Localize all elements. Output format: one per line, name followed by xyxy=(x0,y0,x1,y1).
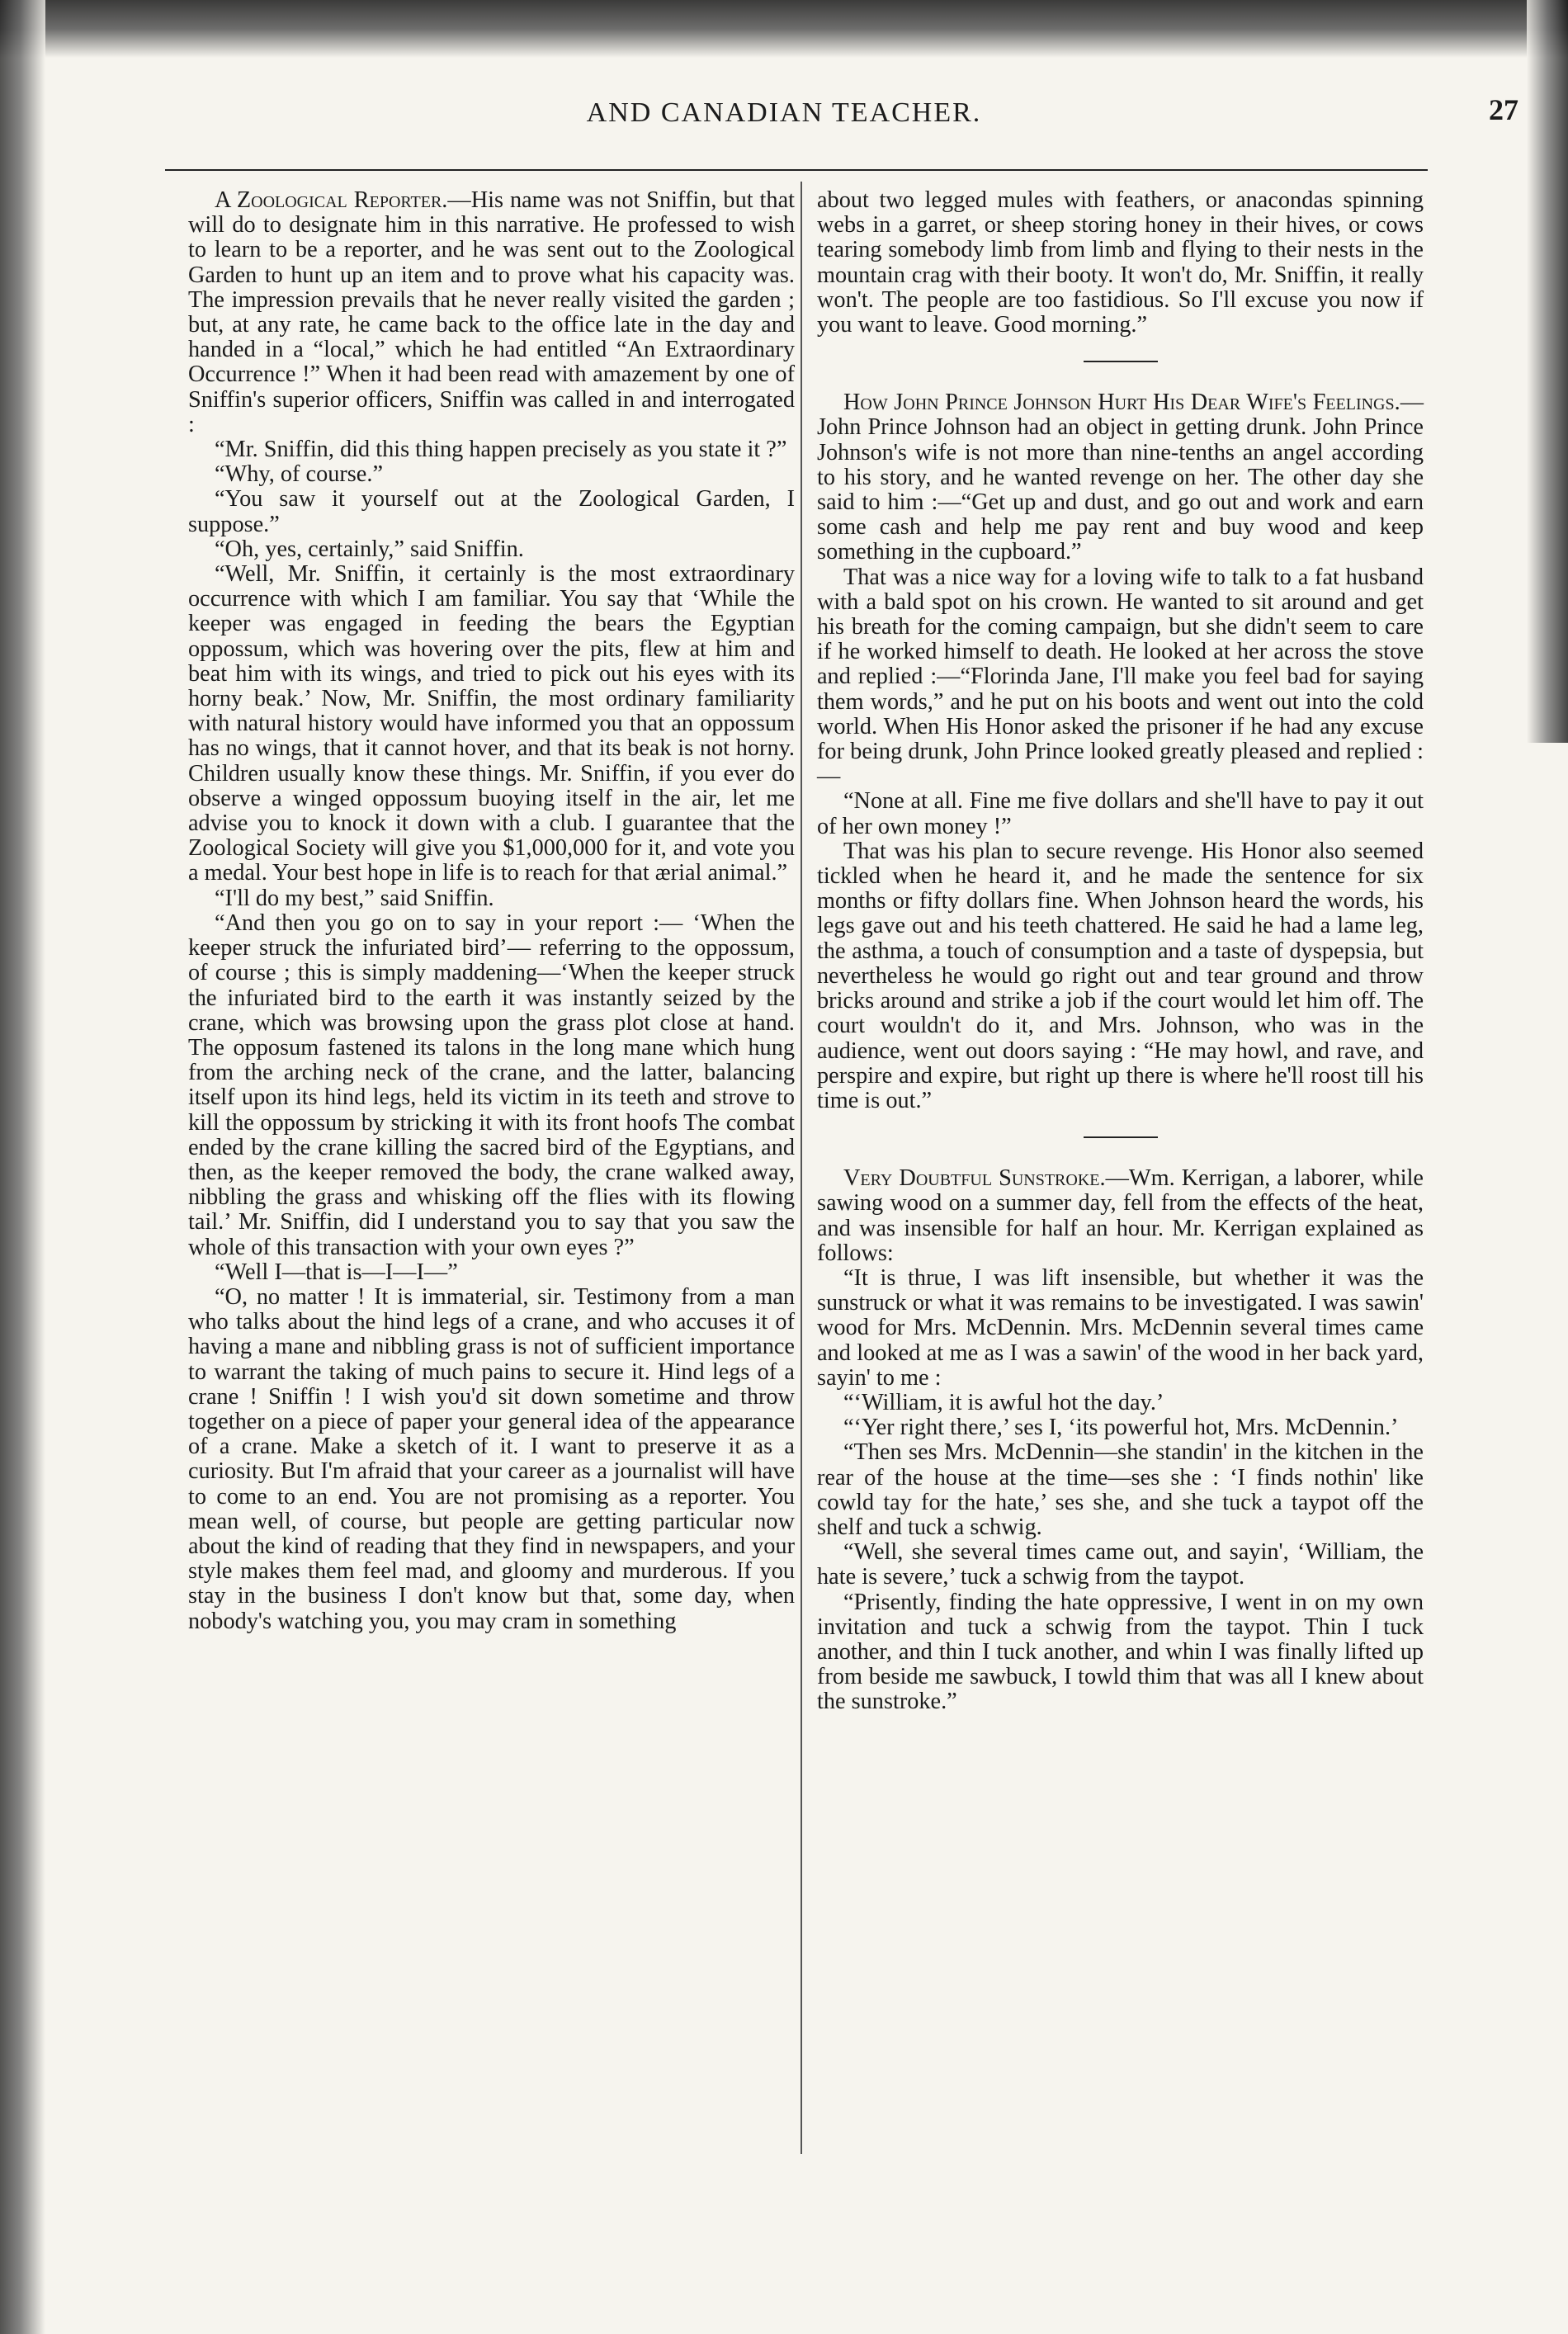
article-title: How John Prince Johnson Hurt His Dear Wife's Feelings. xyxy=(843,390,1400,416)
article-paragraph: Very Doubtful Sunstroke.—Wm. Kerrigan, a laborer, while sawing wood on a summer day, fell from the effects of the heat, and was insensible for half an hour. Mr. Kerrigan explained as follows: xyxy=(817,1165,1424,1266)
section-separator xyxy=(1084,361,1158,362)
article-paragraph: “Oh, yes, certainly,” said Sniffin. xyxy=(215,536,524,562)
article-paragraph: “I'll do my best,” said Sniffin. xyxy=(215,885,494,911)
article-paragraph: “And then you go on to say in your report :— ‘When the keeper struck the infuriated bird’— referring to the oppossum, of course ; this is simply maddening—‘When the keeper struck the infuriated bird to the earth it was instantly seized by the crane, which was browsing upon the grass plot close at hand. The opposum fastened its talons in the long mane which hung from the arching neck of the crane, and the latter, balancing itself upon its hind legs, held its victim in its teeth and strove to kill the oppossum by stricking it with its front hoofs The combat ended by the crane killing the sacred bird of the Egyptians, and then, as the keeper removed the body, the crane walked away, nibbling the grass and whisking off the flies with its flowing tail.’ Mr. Sniffin, did I understand you to say that you saw the whole of this transaction with your own eyes ?” xyxy=(188,910,795,1260)
right-column xyxy=(817,188,1424,1715)
article-paragraph: “‘Yer right there,’ ses I, ‘its powerful hot, Mrs. McDennin.’ xyxy=(843,1415,1399,1441)
column-divider xyxy=(801,182,802,2154)
article-paragraph: How John Prince Johnson Hurt His Dear Wife's Feelings.—John Prince Johnson had an object in getting drunk. John Prince Johnson's wife is not more than nine-tenths an angel according to his story, and he wanted revenge on her. The other day she said to him :—“Get up and dust, and go out and work and earn some cash and help me pay rent and buy wood and keep something in the cupboard.” xyxy=(817,390,1424,565)
article-title: Very Doubtful Sunstroke. xyxy=(843,1165,1106,1192)
article-paragraph: “None at all. Fine me five dollars and she'll have to pay it out of her own money !” xyxy=(817,788,1424,839)
article-title: A Zoological Reporter. xyxy=(215,187,448,213)
scan-top-edge-shadow xyxy=(0,0,1568,58)
article-paragraph: “Why, of course.” xyxy=(215,461,384,488)
section-separator xyxy=(1084,1136,1158,1138)
article-paragraph: “It is thrue, I was lift insensible, but whether it was the sunstruck or what it was remains to be investigated. I was sawin' wood for Mrs. McDennin. Mrs. McDennin several times came and looked at me as I was a sawin' of the wood in her back yard, sayin' to me : xyxy=(817,1264,1424,1391)
article-paragraph: “Well I—that is—I—I—” xyxy=(215,1259,458,1285)
article-paragraph: “Well, she several times came out, and sayin', ‘William, the hate is severe,’ tuck a schwig from the taypot. xyxy=(817,1539,1424,1590)
article-paragraph: A Zoological Reporter.—His name was not Sniffin, but that will do to designate him in this narrative. He professed to wish to learn to be a reporter, and he was sent out to the Zoological Garden to hunt up an item and to prove what his capacity was. The impression prevails that he never really visited the garden ; but, at any rate, he came back to the office late in the day and handed in a “local,” which he had entitled “An Extraordinary Occurrence !” When it had been read with amazement by one of Sniffin's superior officers, Sniffin was called in and interrogated : xyxy=(188,187,795,437)
header-rule xyxy=(165,169,1428,171)
article-paragraph: “Well, Mr. Sniffin, it certainly is the most extraordinary occurrence with which I am familiar. You say that ‘While the keeper was engaged in feeding the bears the Egyptian oppossum, which was hovering over the pits, flew at him and beat him with its wings, and tried to pick out his eyes with its horny beak.’ Now, Mr. Sniffin, the most ordinary familiarity with natural history would have informed you that an oppossum has no wings, that it cannot hover, and that its beak is not horny. Children usually know these things. Mr. Sniffin, if you ever do observe a winged oppossum buoying itself in the air, let me advise you to knock it down with a club. I guarantee that the Zoological Society will give you $1,000,000 for it, and vote you a medal. Your best hope in life is to reach for that ærial animal.” xyxy=(188,561,795,886)
article-paragraph: “Prisently, finding the hate oppressive, I went in on my own invitation and tuck a schwig from the taypot. Thin I tuck another, and thin I tuck another, and whin I was finally lifted up from beside me sawbuck, I towld thim that was all I knew about the sunstroke.” xyxy=(817,1589,1424,1715)
article-paragraph: That was a nice way for a loving wife to talk to a fat husband with a bald spot on his crown. He wanted to sit around and get his breath for the coming campaign, but she didn't seem to care if he worked himself to death. He looked at her across the stove and replied :—“Florinda Jane, I'll make you feel bad for saying them words,” and he put on his boots and went out into the cold world. When His Honor asked the prisoner if he had any excuse for being drunk, John Prince looked greatly pleased and replied :— xyxy=(817,564,1424,790)
article-paragraph: “O, no matter ! It is immaterial, sir. Testimony from a man who talks about the hind legs of a crane, and who accuses it of having a mane and nibbling grass is not of sufficient importance to warrant the taking of much pains to secure it. Hind legs of a crane ! Sniffin ! I wish you'd sit down sometime and throw together on a piece of paper your general idea of the appearance of a crane. Make a sketch of it. I want to preserve it as a curiosity. But I'm afraid that your career as a journalist will have to come to an end. You are not promising as a reporter. You mean well, of course, but people are getting particular now about the kind of reading that they find in newspapers, and your style makes them feel mad, and gloomy and murderous. If you stay in the business I don't know but that, some day, when nobody's watching you, you may cram in something xyxy=(188,1283,795,1634)
article-paragraph: That was his plan to secure revenge. His Honor also seemed tickled when he heard it, and he made the sentence for six months or fifty dollars fine. When Johnson heard the words, his legs gave out and his teeth chattered. He said he had a lame leg, the asthma, a touch of consumption and a taste of dyspepsia, but nevertheless he would go right out and tear ground and throw bricks around and strike a job if the court would let him off. The court wouldn't do it, and Mrs. Johnson, who was in the audience, went out doors saying : “He may howl, and rave, and perspire and expire, but right up there is where he'll roost till his time is out.” xyxy=(817,838,1424,1113)
scan-left-edge-shadow xyxy=(0,0,45,2334)
left-column xyxy=(188,188,795,1634)
scan-right-edge-shadow xyxy=(1527,0,1568,743)
page-number: 27 xyxy=(1489,93,1518,126)
article-paragraph: “Then ses Mrs. McDennin—she standin' in the kitchen in the rear of the house at the time—ses she : ‘I finds nothin' like cowld tay for the hate,’ ses she, and she tuck a taypot off the shelf and tuck a schwig. xyxy=(817,1439,1424,1540)
article-continuation: about two legged mules with feathers, or anacondas spinning webs in a garret, or sheep storing honey in their hives, or cows tearing somebody limb from limb and flying to their nests in the mountain crag with their booty. It won't do, Mr. Sniffin, it really won't. The people are too fastidious. So I'll excuse you now if you want to leave. Good morning.” xyxy=(817,187,1424,338)
article-paragraph: “‘William, it is awful hot the day.’ xyxy=(843,1389,1164,1415)
article-paragraph: “Mr. Sniffin, did this thing happen precisely as you state it ?” xyxy=(215,437,787,463)
article-paragraph: “You saw it yourself out at the Zoological Garden, I suppose.” xyxy=(188,486,795,537)
running-title: AND CANADIAN TEACHER. xyxy=(586,97,982,128)
